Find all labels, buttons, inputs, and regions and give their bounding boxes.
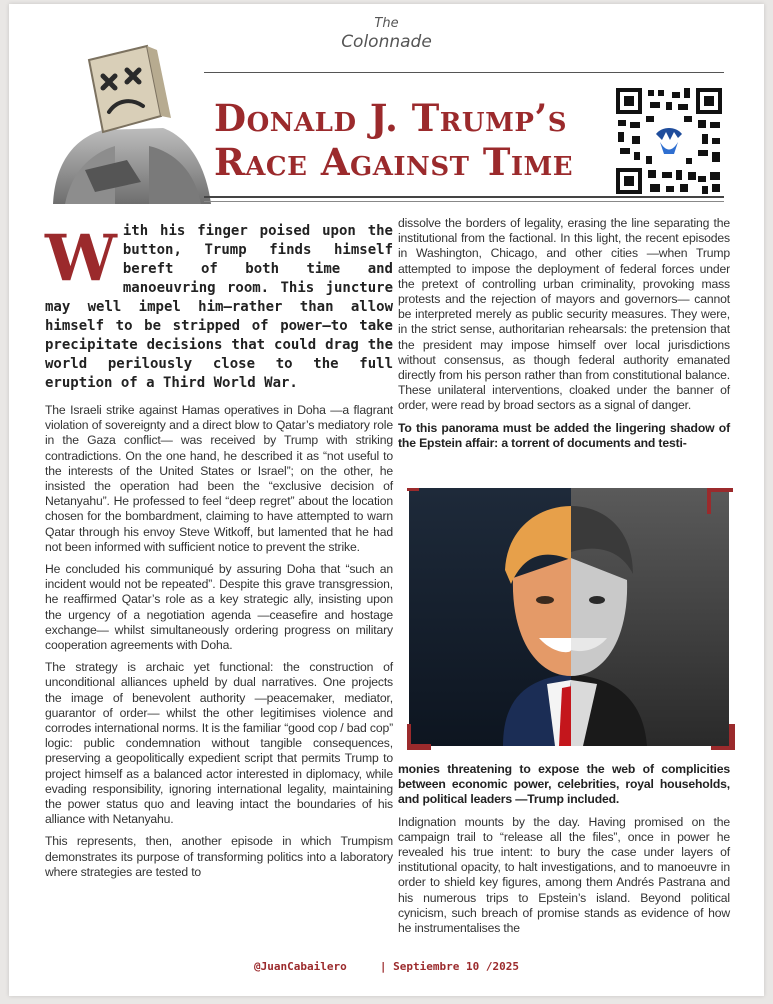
qr-code-icon[interactable] xyxy=(614,86,724,196)
right-column-lower xyxy=(398,762,730,943)
lede-paragraph xyxy=(45,222,393,393)
top-divider xyxy=(204,72,724,73)
title-line-1: Donald J. Trump’s xyxy=(214,96,568,140)
highlight-paragraph-continued: monies threatening to expose the web of complicities between economic power, celebrities, royal households, and political leaders —Trump included. xyxy=(398,762,730,807)
body-paragraph: This represents, then, another episode in which Trumpism demonstrates its purpose of transforming politics into a laboratory where strategies are tested to xyxy=(45,834,393,879)
article-title xyxy=(214,96,604,184)
publish-date: | Septiembre 10 /2025 xyxy=(379,960,519,973)
footer xyxy=(9,960,764,973)
body-paragraph: The strategy is archaic yet functional: the construction of unconditional alliances upheld by dual narratives. One projects the image of benevolent authority —peacemaker, mediator, guarantor of order— whilst the other legitimises violence and corrodes international norms. It is the familiar “good cop / bad cop” logic: public condemnation without tangible consequences, preserving a geopolitically expedient script that permits Trump to project himself as a balanced actor interested in diplomacy, while evading responsibility, ignoring international legality, maintaining the power status quo and leaving intact the boundaries of his alliance with Netanyahu. xyxy=(45,660,394,827)
title-rule xyxy=(204,196,724,198)
body-paragraph: The Israeli strike against Hamas operatives in Doha —a flagrant violation of sovereignty and a direct blow to Qatar’s mediatory role in the Gaza conflict— was received by Trump with striking contradictions. On the one hand, he described it as “not useful to the interests of the United States or Israel”; on the other, he insisted the operation had been the “exclusive decision of Netanyahu”. He professed to feel “deep regret” about the location chosen for the bombardment, claiming to have attempted to warn Qatar through his envoy Steve Witkoff, but lamented that he had not been informed with sufficient notice to prevent the strike. xyxy=(45,403,393,554)
highlight-paragraph: To this panorama must be added the lingering shadow of the Epstein affair: a torrent of documents and testi- xyxy=(398,420,730,450)
masthead-the: The xyxy=(374,16,399,31)
drop-cap: W xyxy=(45,221,117,296)
body-paragraph: He concluded his communiqué by assuring Doha that “such an incident would not be repeated”. Despite this grave transgression, he reaffirmed Qatar’s role as a key strategic ally, insisting upon the urgency of a negotiation agenda —ceasefire and hostage exchange— whilst simultaneously ordering progress on military cooperation agreements with Doha. xyxy=(45,562,393,653)
body-paragraph: dissolve the borders of legality, erasing the line separating the institutional from the factional. In this light, the recent episodes in Washington, Chicago, and other cities —when Trump attempted to impose the deployment of federal forces under the pretext of controlling urban criminality, provoking mass protests and the rejection of mayors and governors— cannot be interpreted merely as public security measures. They were, in the strict sense, authoritarian rehearsals: the pretension that the president may impose himself over local jurisdictions without consensus, as though federal authority emanated directly from his person rather than from constitutional balance. These unilateral interventions, cloaked under the banner of order, were read by broad sectors as a signal of danger. xyxy=(398,216,730,413)
title-rule-secondary xyxy=(204,201,724,202)
box-head-mascot-icon xyxy=(45,42,215,204)
right-column xyxy=(398,216,730,458)
title-line-2: Race Against Time xyxy=(214,140,574,184)
article-page xyxy=(9,4,764,996)
masthead-name: Colonnade xyxy=(341,32,432,52)
lede-text: ith his finger poised upon the button, Trump finds himself bereft of both time and manoeuvring room. This juncture may well impel him—rather than allow himself to be stripped of power—to take precipitate decisions that could drag the world perilously close to the full eruption of a Third World War. xyxy=(45,223,393,391)
split-portrait-photo xyxy=(407,488,735,750)
left-column xyxy=(45,216,393,887)
author-handle[interactable]: @JuanCabailero xyxy=(254,960,347,973)
body-paragraph: Indignation mounts by the day. Having promised on the campaign trail to “release all the files”, once in power he revealed his true intent: to bury the case under layers of institutional opacity, to halt investigations, and to manoeuvre in order to shield key figures, among them Andrés Pastrana and his numerous trips to Epstein’s island. Beyond political cynicism, such breach of promise stands as evidence of how he instrumentalises the xyxy=(398,814,730,936)
